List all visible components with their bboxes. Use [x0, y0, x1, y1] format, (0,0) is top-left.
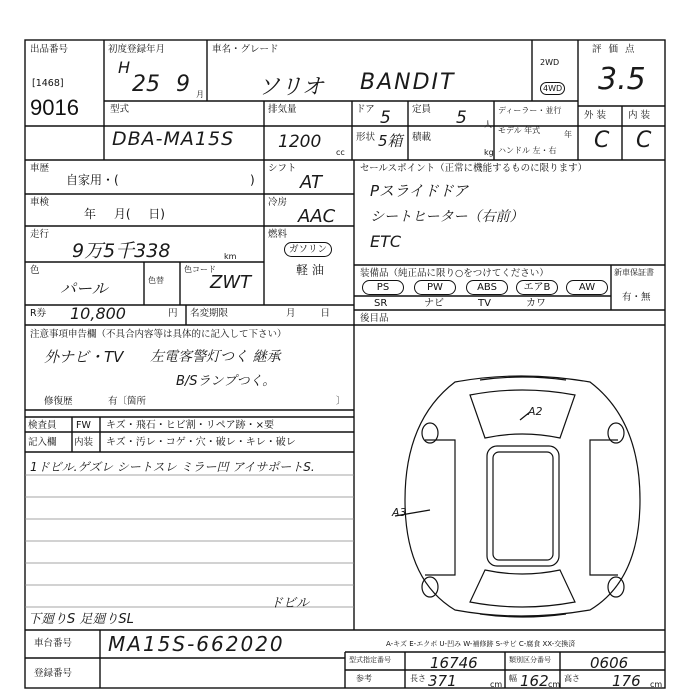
fuel-selected: ガソリン [284, 242, 332, 257]
remarks: 1ドビル.ゲズレ シートスレ ミラー凹 アイサポートS. [30, 460, 315, 474]
year-unit: 年 [564, 130, 572, 139]
usage-close: ) [250, 173, 255, 187]
car-name: ソリオ [258, 75, 324, 100]
lot-number: 9016 [30, 95, 79, 120]
first-reg-label: 初度登録年月 [108, 44, 166, 55]
inspection-label: 車検 [30, 197, 50, 208]
mark-a2: A2 [528, 405, 543, 418]
height-unit: cm [650, 680, 663, 689]
recorder-label: 記入欄 [28, 437, 57, 448]
repair-close: 〕 [336, 396, 346, 407]
cooler-label: 冷房 [268, 197, 288, 208]
reg-year: 25 [132, 72, 160, 97]
title-change-label: 名変期限 [190, 308, 229, 319]
cooler: AAC [298, 206, 336, 227]
selling-point-3: ETC [370, 232, 402, 251]
doors-label: ドア [356, 104, 375, 115]
capacity: 5 [456, 108, 467, 128]
width-unit: cm [548, 680, 561, 689]
fw-items: キズ・飛石・ヒビ割・リペア跡・×要 [106, 420, 274, 431]
interior-items: キズ・汚レ・コゲ・穴・破レ・キレ・破レ [106, 437, 296, 448]
note-3: B/Sランプつく。 [176, 374, 276, 389]
equipment-label: 装備品（純正品に限り○をつけてください） [360, 268, 549, 279]
month-unit: 月 [196, 90, 204, 99]
handle-label: ハンドル 左・右 [498, 146, 557, 155]
height-label: 高さ [564, 674, 580, 683]
lot-label: 出品番号 [30, 44, 69, 55]
kg-unit: kg [484, 148, 494, 157]
color-label: 色 [30, 265, 40, 276]
interior-grade: C [636, 128, 652, 153]
grade: BANDIT [360, 70, 456, 95]
color-no-label: 色替 [148, 276, 164, 285]
damage-legend: A-キズ E-エクボ U-凹み W-補修跡 S-サビ C-腐食 XX-交換済 [386, 640, 576, 648]
car-note: ドビル [270, 596, 310, 611]
inspector-label: 検査員 [28, 420, 57, 431]
exterior-label: 外 装 [584, 110, 607, 121]
lot-code: [1468] [32, 78, 64, 89]
yen-unit: 円 [168, 308, 178, 319]
chassis: MA15S-662020 [108, 632, 285, 656]
warranty-value: 有・無 [622, 292, 651, 303]
reg-month: 9 [176, 72, 190, 97]
equip-pw: PW [414, 280, 456, 295]
score-label: 評 価 点 [592, 44, 637, 55]
length-label: 長さ [410, 674, 426, 683]
body-shape: 5箱 [378, 132, 403, 150]
mileage-label: 走行 [30, 229, 50, 240]
model-spec: 16746 [430, 654, 478, 672]
capacity-label: 定員 [412, 104, 432, 115]
inspection-value: 年 月( 日) [84, 207, 165, 221]
chassis-label: 車台番号 [34, 638, 73, 649]
car-name-label: 車名・グレード [212, 44, 279, 55]
repair-label: 修復歴 [44, 396, 73, 407]
equip-sr: SR [374, 298, 388, 309]
usage-label: 車歴 [30, 163, 50, 174]
interior-label: 内 装 [628, 110, 651, 121]
exterior-grade: C [594, 128, 610, 153]
equip-leather: カワ [526, 298, 546, 309]
class-label: 類別区分番号 [509, 656, 551, 664]
cc-unit: cc [336, 148, 345, 157]
doors: 5 [380, 108, 391, 128]
body-shape-label: 形状 [356, 132, 376, 143]
width-label: 幅 [509, 674, 517, 683]
ref-label: 参考 [356, 674, 372, 683]
repair-value: 有〔箇所 [108, 396, 147, 407]
reg-label: 登録番号 [34, 668, 73, 679]
model-year-label: モデル 年式 [498, 126, 541, 135]
mileage: 9万5千338 [72, 240, 171, 262]
model-label: 型式 [110, 104, 130, 115]
color: パール [60, 279, 108, 298]
model: DBA-MA15S [112, 128, 235, 150]
warranty-label: 新車保証書 [614, 268, 654, 277]
equip-navi: ナビ [424, 298, 444, 309]
drive-4wd: 4WD [540, 82, 565, 95]
equip-airbag: エアB [516, 280, 558, 295]
length: 371 [428, 672, 457, 690]
mark-a3: A3 [392, 506, 407, 519]
note-1: 外ナビ・TV [44, 348, 124, 366]
height: 176 [612, 672, 641, 690]
fuel-label: 燃料 [268, 229, 288, 240]
selling-point-2: シートヒーター（右前） [370, 209, 524, 225]
load-label: 積載 [412, 132, 432, 143]
recycle-value: 10,800 [70, 304, 126, 323]
notes-label: 注意事項申告欄（不具合内容等は具体的に記入して下さい） [30, 329, 287, 340]
width: 162 [520, 672, 549, 690]
color-code: ZWT [210, 272, 252, 293]
era-mark: H [118, 58, 131, 77]
score: 3.5 [598, 62, 646, 97]
bottom-note: 下廻りS 足廻りSL [28, 612, 134, 627]
class-no: 0606 [590, 654, 629, 672]
displacement: 1200 [278, 132, 322, 152]
drive-2wd: 2WD [540, 58, 560, 67]
usage-value: 自家用・( [66, 173, 119, 187]
interior-check-label: 内装 [74, 437, 94, 448]
dealer-label: ディーラー・並行 [498, 106, 562, 115]
selling-points-label: セールスポイント（正常に機能するものに限ります） [360, 163, 588, 174]
person-unit: 人 [484, 120, 492, 129]
fuel-other: 軽 油 [296, 263, 324, 277]
model-spec-label: 型式指定番号 [349, 656, 391, 664]
shift: AT [300, 172, 322, 193]
note-2: 左電客警灯つく 継承 [150, 349, 281, 365]
color-code-label: 色コード [184, 265, 216, 274]
displacement-label: 排気量 [268, 104, 297, 115]
recycle-label: R券 [30, 308, 47, 319]
km-unit: km [224, 252, 237, 261]
title-change-value: 月 日 [286, 308, 331, 319]
selling-point-1: Pスライドドア [370, 182, 469, 200]
length-unit: cm [490, 680, 503, 689]
equip-aw: AW [566, 280, 608, 295]
equip-tv: TV [478, 298, 491, 309]
fw-label: FW [76, 420, 91, 431]
shift-label: シフト [268, 163, 297, 174]
rear-seat-label: 後目品 [360, 313, 389, 324]
equip-abs: ABS [466, 280, 508, 295]
equip-ps: PS [362, 280, 404, 295]
